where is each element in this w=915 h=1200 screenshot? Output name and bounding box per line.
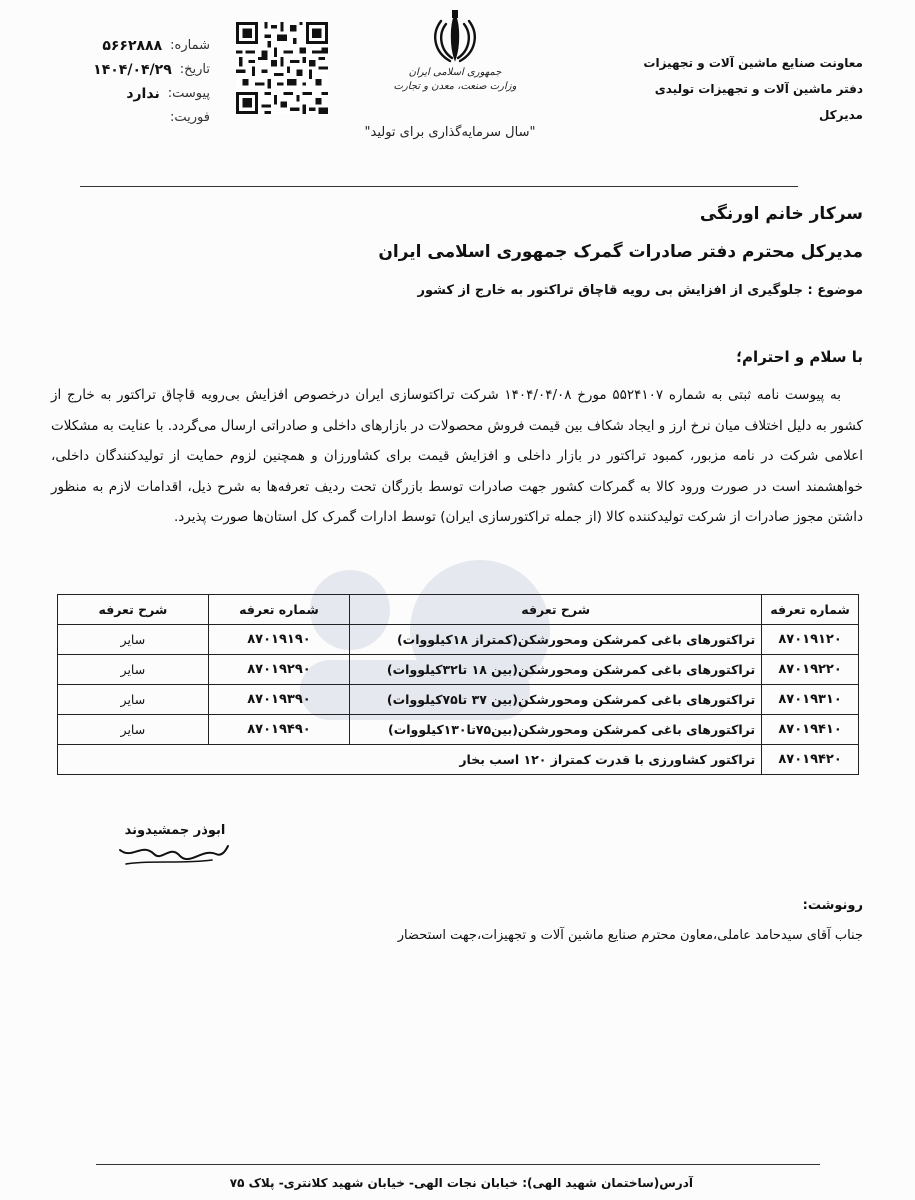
tariff-code: ۸۷۰۱۹۴۱۰ — [762, 715, 859, 745]
meta-attachment-row — [60, 82, 210, 106]
table-row — [58, 655, 859, 685]
letter-greeting: با سلام و احترام؛ — [736, 348, 863, 366]
tariff-description: تراکتور کشاورزی با قدرت کمتراز ۱۲۰ اسب بخار — [58, 745, 762, 775]
tariff-description-other: سایر — [58, 685, 209, 715]
col-header-desc1: شرح تعرفه — [350, 595, 762, 625]
date-label: تاریخ: — [179, 62, 210, 77]
dept-line3: مدیرکل — [818, 108, 863, 122]
letter-body — [51, 380, 863, 533]
dept-line2: دفتر ماشین آلات و تجهیزات تولیدی — [654, 82, 863, 96]
addressee-name: سرکار خانم اورنگی — [699, 204, 863, 224]
number-value: ۵۶۶۲۸۸۸ — [102, 38, 163, 54]
col-header-code1: شماره تعرفه — [762, 595, 859, 625]
tariff-code-other: ۸۷۰۱۹۱۹۰ — [208, 625, 349, 655]
tariff-code: ۸۷۰۱۹۱۲۰ — [762, 625, 859, 655]
tariff-description: تراکتورهای باغی کمرشکن ومحورشکن(کمتراز ۱۸کیلووات) — [350, 625, 762, 655]
meta-number-row — [60, 34, 210, 58]
letter-subject: موضوع : جلوگیری از افزایش بی رویه قاچاق تراکتور به خارج از کشور — [417, 283, 863, 298]
table-row — [58, 745, 859, 775]
tariff-description-other: سایر — [58, 625, 209, 655]
tariff-code: ۸۷۰۱۹۴۲۰ — [762, 745, 859, 775]
iran-emblem-icon — [430, 10, 480, 66]
addressee-title: مدیرکل محترم دفتر صادرات گمرک جمهوری اسلامی ایران — [378, 242, 863, 262]
date-value: ۱۴۰۴/۰۴/۲۹ — [93, 62, 172, 78]
department-header — [603, 50, 863, 128]
footer-divider — [96, 1164, 820, 1165]
tariff-description-other: سایر — [58, 715, 209, 745]
signatory-name: ابوذر جمشیدوند — [124, 823, 226, 838]
qr-code-icon — [236, 22, 328, 114]
ministry-heading — [390, 66, 520, 94]
letter-meta — [60, 34, 210, 130]
tariff-code-other: ۸۷۰۱۹۳۹۰ — [208, 685, 349, 715]
table-row — [58, 625, 859, 655]
attachment-value: ندارد — [126, 86, 160, 102]
table-header-row — [58, 595, 859, 625]
footer-address: آدرس(ساختمان شهید الهی): خیابان نجات الهی- خیابان شهید کلانتری- پلاک ۷۵ — [229, 1176, 693, 1190]
tariff-description: تراکتورهای باغی کمرشکن ومحورشکن(بین ۱۸ تا۳۲کیلووات) — [350, 655, 762, 685]
tariff-table — [57, 594, 859, 775]
ministry-line1: جمهوری اسلامی ایران — [408, 67, 502, 78]
number-label: شماره: — [170, 38, 210, 53]
tariff-description: تراکتورهای باغی کمرشکن ومحورشکن(بین ۳۷ تا۷۵کیلووات) — [350, 685, 762, 715]
urgency-label: فوریت: — [170, 110, 210, 125]
dept-line1: معاونت صنایع ماشین آلات و تجهیزات — [643, 56, 863, 70]
header-divider — [80, 186, 798, 187]
cc-label: رونوشت: — [802, 898, 863, 913]
tariff-description-other: سایر — [58, 655, 209, 685]
ministry-line2: وزارت صنعت، معدن و تجارت — [393, 81, 517, 92]
tariff-code: ۸۷۰۱۹۲۲۰ — [762, 655, 859, 685]
tariff-description: تراکتورهای باغی کمرشکن ومحورشکن(بین۷۵تا۱۳۰کیلووات) — [350, 715, 762, 745]
meta-date-row — [60, 58, 210, 82]
col-header-desc2: شرح تعرفه — [58, 595, 209, 625]
meta-urgency-row — [60, 106, 210, 130]
letter-body-text: به پیوست نامه ثبتی به شماره ۵۵۲۴۱۰۷ مورخ ۱۴۰۴/۰۴/۰۸ شرکت تراکتوسازی ایران درخصوص افزایش بی‌رویه قاچاق تراکتور به خارج از کشور به دلیل اختلاف میان نرخ ارز و ایجاد شکاف بین قیمت فروش محصولات در بازارهای داخلی و صادراتی ارسال می‌گردد. با عنایت به مشکلات اعلامی شرکت در نامه مزبور، کمبود تراکتور در بازار داخلی و افزایش قیمت برای کشاورزان و همچنین لزوم حمایت از تولیدکنندگان داخلی، خواهشمند است در صورت ورود کالا به گمرکات کشور جهت صادرات توسط بازرگان تحت ردیف تعرفه‌ها به شرح ذیل، اقدامات لازم به منظور داشتن مجوز صادرات از شرکت تولیدکننده کالا (از جمله تراکتورسازی ایران) توسط ادارات گمرک کل استان‌ها صورت پذیرد. — [50, 387, 863, 525]
cc-recipient: جناب آقای سیدحامد عاملی،معاون محترم صنایع ماشین آلات و تجهیزات،جهت استحضار — [397, 928, 863, 943]
table-row — [58, 715, 859, 745]
signature-scribble-icon — [112, 820, 232, 870]
year-slogan: "سال سرمایه‌گذاری برای تولید" — [364, 125, 536, 140]
tariff-code: ۸۷۰۱۹۳۱۰ — [762, 685, 859, 715]
tariff-code-other: ۸۷۰۱۹۴۹۰ — [208, 715, 349, 745]
col-header-code2: شماره تعرفه — [208, 595, 349, 625]
tariff-code-other: ۸۷۰۱۹۲۹۰ — [208, 655, 349, 685]
table-row — [58, 685, 859, 715]
attachment-label: پیوست: — [167, 86, 210, 101]
